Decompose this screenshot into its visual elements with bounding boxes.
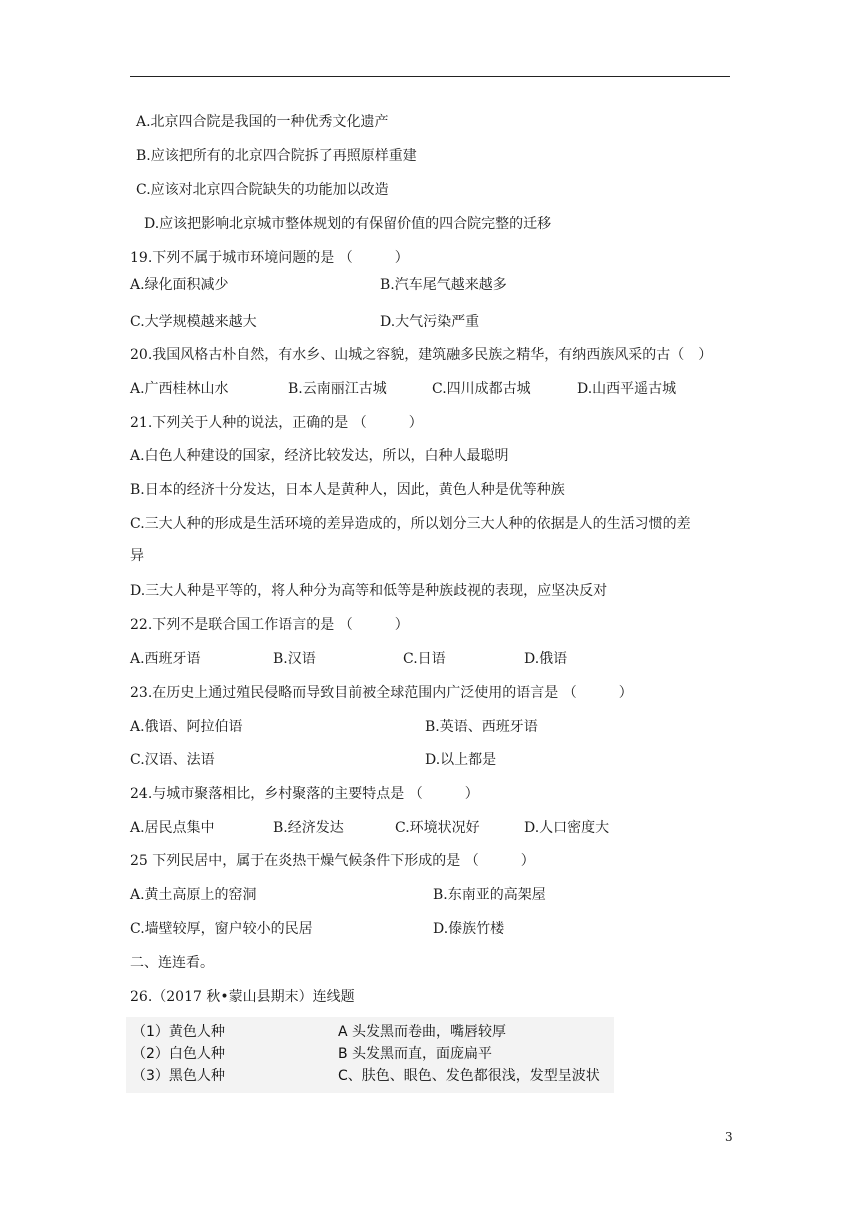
q18-option-a: A.北京四合院是我国的一种优秀文化遗产	[136, 114, 389, 130]
q20-option-a: A.广西桂林山水	[130, 381, 229, 397]
q21-option-c: C.三大人种的形成是生活环境的差异造成的，所以划分三大人种的依据是人的生活习惯的差	[130, 516, 691, 532]
q19-option-c: C.大学规模越来越大	[130, 314, 257, 330]
q21-option-c-cont: 异	[130, 548, 144, 564]
q22-option-b: B.汉语	[273, 651, 316, 667]
q18-option-c: C.应该对北京四合院缺失的功能加以改造	[136, 182, 389, 198]
q20-stem: 20.我国风格古朴自然，有水乡、山城之容貌，建筑融多民族之精华，有纳西族风采的古（ ）	[130, 347, 713, 363]
q25-option-d: D.傣族竹楼	[433, 921, 505, 937]
q21-stem: 21.下列关于人种的说法，正确的是 （ ）	[130, 415, 423, 431]
header-rule	[130, 76, 730, 77]
q18-option-d: D.应该把影响北京城市整体规划的有保留价值的四合院完整的迁移	[144, 216, 552, 232]
q19-stem: 19.下列不属于城市环境问题的是 （ ）	[130, 250, 409, 266]
q23-option-a: A.俄语、阿拉伯语	[130, 719, 243, 735]
q24-option-b: B.经济发达	[273, 820, 344, 836]
q23-stem: 23.在历史上通过殖民侵略而导致目前被全球范围内广泛使用的语言是 （ ）	[130, 685, 633, 701]
q22-option-a: A.西班牙语	[130, 651, 201, 667]
q23-option-d: D.以上都是	[425, 752, 497, 768]
match-left-2: （2）白色人种	[132, 1046, 225, 1062]
q20-option-c: C.四川成都古城	[432, 381, 531, 397]
q23-option-b: B.英语、西班牙语	[425, 719, 538, 735]
q20-option-b: B.云南丽江古城	[288, 381, 387, 397]
q22-option-d: D.俄语	[524, 651, 568, 667]
q22-option-c: C.日语	[403, 651, 446, 667]
match-left-3: （3）黑色人种	[132, 1068, 225, 1084]
q21-option-b: B.日本的经济十分发达，日本人是黄种人，因此，黄色人种是优等种族	[130, 482, 565, 498]
matching-table	[126, 1017, 614, 1093]
q21-option-d: D.三大人种是平等的，将人种分为高等和低等是种族歧视的表现，应坚决反对	[130, 583, 608, 599]
q25-option-b: B.东南亚的高架屋	[433, 887, 546, 903]
page-number: 3	[725, 1130, 733, 1144]
match-right-a: A 头发黑而卷曲，嘴唇较厚	[338, 1024, 507, 1040]
q19-option-a: A.绿化面积减少	[130, 277, 229, 293]
q19-option-d: D.大气污染严重	[380, 314, 480, 330]
q25-stem: 25 下列民居中，属于在炎热干燥气候条件下形成的是 （ ）	[130, 853, 535, 869]
q21-option-a: A.白色人种建设的国家，经济比较发达，所以，白种人最聪明	[130, 448, 509, 464]
match-left-1: （1）黄色人种	[132, 1024, 225, 1040]
q24-option-a: A.居民点集中	[130, 820, 215, 836]
match-right-b: B 头发黑而直，面庞扁平	[338, 1046, 493, 1062]
match-right-c: C、肤色、眼色、发色都很浅，发型呈波状	[338, 1068, 600, 1084]
q22-stem: 22.下列不是联合国工作语言的是 （ ）	[130, 617, 409, 633]
q23-option-c: C.汉语、法语	[130, 752, 215, 768]
q26-stem: 26.（2017 秋•蒙山县期末）连线题	[130, 989, 355, 1005]
q20-option-d: D.山西平遥古城	[577, 381, 677, 397]
q25-option-c: C.墙壁较厚，窗户较小的民居	[130, 921, 313, 937]
q19-option-b: B.汽车尾气越来越多	[380, 277, 507, 293]
q24-stem: 24.与城市聚落相比，乡村聚落的主要特点是 （ ）	[130, 786, 479, 802]
section-heading: 二、连连看。	[130, 955, 214, 971]
q24-option-c: C.环境状况好	[395, 820, 480, 836]
q24-option-d: D.人口密度大	[524, 820, 610, 836]
q18-option-b: B.应该把所有的北京四合院拆了再照原样重建	[136, 148, 417, 164]
q25-option-a: A.黄土高原上的窑洞	[130, 887, 257, 903]
